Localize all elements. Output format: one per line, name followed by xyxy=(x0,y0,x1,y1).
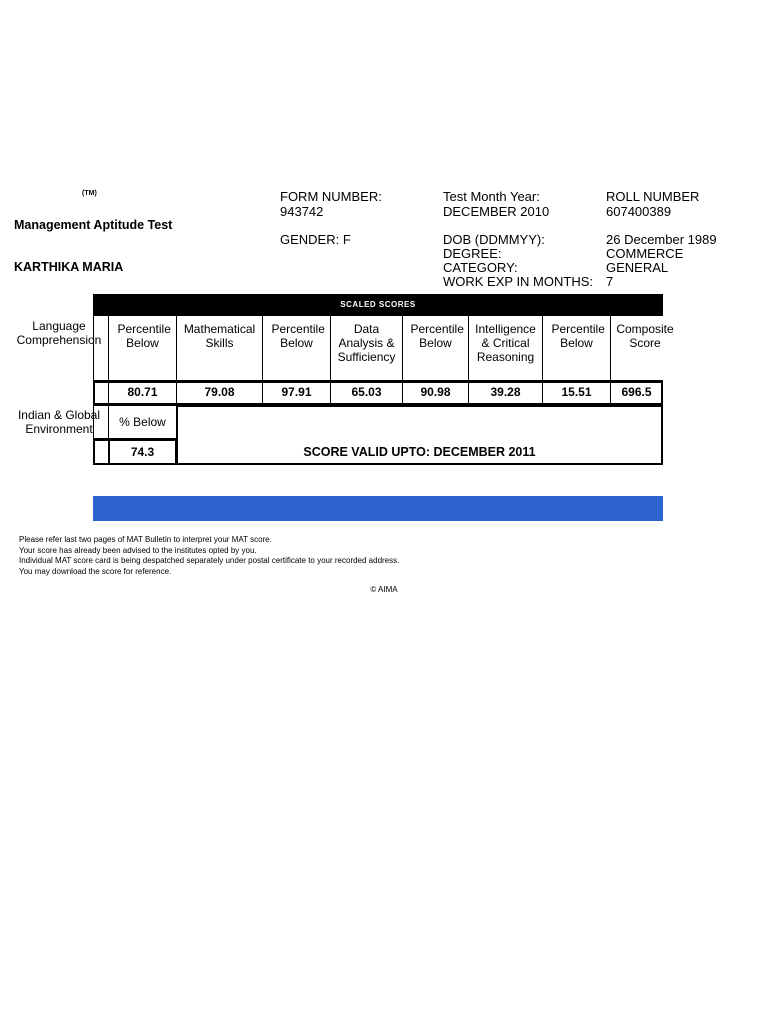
col-mathematical-skills xyxy=(176,315,263,381)
blue-banner xyxy=(93,496,663,521)
candidate-name: KARTHIKA MARIA xyxy=(14,260,124,274)
value-cell: 39.28 xyxy=(468,381,543,405)
roll-number-label: ROLL NUMBER xyxy=(606,189,700,204)
col-percentile-2-label: Percentile Below xyxy=(271,322,325,350)
roll-number-value: 607400389 xyxy=(606,204,672,219)
col-intelligence xyxy=(468,315,543,381)
value-cell: 79.08 xyxy=(176,381,263,405)
igl-spacer xyxy=(93,405,109,439)
test-month-label: Test Month Year: xyxy=(443,189,540,204)
note-line: You may download the score for reference. xyxy=(19,566,172,576)
copyright: © AIMA xyxy=(370,585,398,594)
value-cell-composite: 696.5 xyxy=(610,381,663,405)
note-line: Individual MAT score card is being despatched separately under postal certificate to your recorded address. xyxy=(19,556,400,565)
col-percentile-1-label: Percentile Below xyxy=(117,322,171,350)
work-exp-value: 7 xyxy=(606,274,614,289)
dob-value: 26 December 1989 xyxy=(606,232,717,247)
dob-label: DOB (DDMMYY): xyxy=(443,232,545,247)
degree-value: COMMERCE xyxy=(606,246,684,261)
form-number-label: FORM NUMBER: xyxy=(280,189,382,204)
col-composite-label: Composite Score xyxy=(616,322,674,350)
col-math-label: Mathematical Skills xyxy=(183,322,256,350)
col-percentile-4-label: Percentile Below xyxy=(551,322,605,350)
col-percentile-3-label: Percentile Below xyxy=(410,322,464,350)
category-value: GENERAL xyxy=(606,260,669,275)
category-label: CATEGORY: xyxy=(443,260,518,275)
score-valid-upto: SCORE VALID UPTO: DECEMBER 2011 xyxy=(303,445,536,459)
degree-label: DEGREE: xyxy=(443,246,502,261)
value-cell: 90.98 xyxy=(402,381,469,405)
test-month-value: DECEMBER 2010 xyxy=(443,204,550,219)
form-number-value: 943742 xyxy=(280,204,324,219)
value-cell: 65.03 xyxy=(330,381,403,405)
igl-percent-label: % Below xyxy=(108,405,177,439)
col-composite xyxy=(610,315,674,381)
col-data-analysis xyxy=(330,315,403,381)
trademark-mark: (TM) xyxy=(82,190,97,197)
igl-value: 74.3 xyxy=(108,439,177,465)
test-name: Management Aptitude Test xyxy=(14,218,173,232)
col-spacer xyxy=(93,315,109,381)
note-line: Please refer last two pages of MAT Bulletin to interpret your MAT score. xyxy=(19,535,272,544)
notes xyxy=(19,535,399,577)
igl-value-spacer xyxy=(93,439,109,465)
note-line: Your score has already been advised to the institutes opted by you. xyxy=(19,545,257,555)
col-language-comprehension: Language Comprehension xyxy=(16,319,102,347)
col-percentile-3 xyxy=(402,315,469,381)
igl-label: Indian & Global Environment xyxy=(17,408,101,436)
value-cell: 80.71 xyxy=(108,381,177,405)
scaled-scores-bar: SCALED SCORES xyxy=(93,294,663,315)
col-intel-label: Intelligence & Critical Reasoning xyxy=(475,322,536,364)
col-percentile-4 xyxy=(542,315,611,381)
col-percentile-1 xyxy=(108,315,177,381)
gender-field: GENDER: F xyxy=(280,232,351,247)
work-exp-label: WORK EXP IN MONTHS: xyxy=(443,274,593,289)
col-percentile-2 xyxy=(262,315,331,381)
value-cell: 15.51 xyxy=(542,381,611,405)
col-data-label: Data Analysis & Sufficiency xyxy=(337,322,396,364)
value-cell: 97.91 xyxy=(262,381,331,405)
value-cell-empty xyxy=(93,381,109,405)
